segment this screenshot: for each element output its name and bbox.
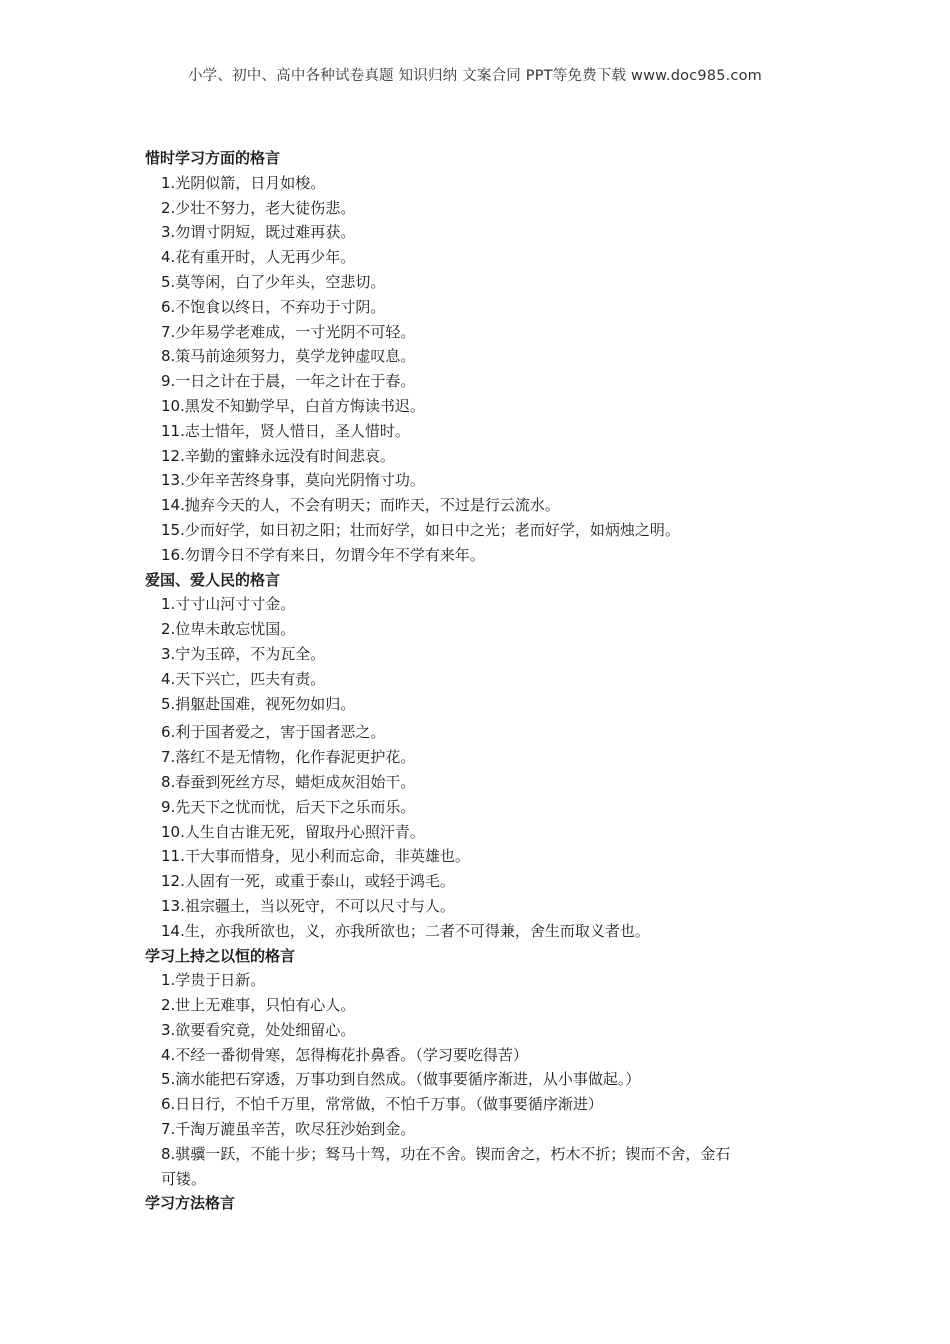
section-title: 爱国、爱人民的格言 — [145, 570, 281, 589]
list-item: 12.辛勤的蜜蜂永远没有时间悲哀。 — [161, 446, 395, 465]
list-item: 1.光阴似箭，日月如梭。 — [161, 173, 326, 192]
list-item-line: 可镂。 — [161, 1169, 207, 1188]
list-item-wrapped — [145, 1142, 815, 1192]
list-item: 3.勿谓寸阴短，既过难再获。 — [161, 223, 356, 242]
list-item: 2.少壮不努力，老大徒伤悲。 — [161, 198, 356, 217]
list-item: 7.少年易学老难成，一寸光阴不可轻。 — [161, 322, 416, 341]
list-item: 4.花有重开时，人无再少年。 — [161, 248, 356, 267]
list-item: 10.黑发不知勤学早，白首方悔读书迟。 — [161, 396, 425, 415]
list-item: 5.滴水能把石穿透，万事功到自然成。（做事要循序渐进，从小事做起。） — [161, 1070, 641, 1089]
list-item: 5.捐躯赴国难，视死勿如归。 — [161, 694, 356, 713]
section-title: 学习方法格言 — [145, 1194, 236, 1213]
list-item: 3.欲要看究竟，处处细留心。 — [161, 1020, 356, 1039]
list-item-line: 8.骐骥一跃，不能十步；驽马十驾，功在不舍。锲而舍之，朽木不折；锲而不舍，金石 — [161, 1144, 731, 1163]
list-item: 8.春蚕到死丝方尽，蜡炬成灰泪始干。 — [161, 772, 416, 791]
list-item: 9.先天下之忧而忧，后天下之乐而乐。 — [161, 797, 416, 816]
list-item: 5.莫等闲，白了少年头，空悲切。 — [161, 272, 386, 291]
page-header: 小学、初中、高中各种试卷真题 知识归纳 文案合同 PPT等免费下载 www.doc985.com — [187, 68, 763, 84]
list-item: 2.位卑未敢忘忧国。 — [161, 620, 296, 639]
list-item: 3.宁为玉碎，不为瓦全。 — [161, 644, 326, 663]
list-item: 13.祖宗疆土，当以死守，不可以尺寸与人。 — [161, 896, 455, 915]
list-item: 11.志士惜年，贤人惜日，圣人惜时。 — [161, 421, 410, 440]
list-item: 10.人生自古谁无死，留取丹心照汗青。 — [161, 822, 425, 841]
list-item: 6.不饱食以终日，不弃功于寸阴。 — [161, 297, 386, 316]
list-item: 2.世上无难事，只怕有心人。 — [161, 996, 356, 1015]
list-item: 4.不经一番彻骨寒，怎得梅花扑鼻香。（学习要吃得苦） — [161, 1045, 528, 1064]
document-body — [145, 146, 815, 1216]
list-item: 9.一日之计在于晨，一年之计在于春。 — [161, 372, 416, 391]
list-item: 6.利于国者爱之，害于国者恶之。 — [161, 723, 386, 742]
section-title: 惜时学习方面的格言 — [145, 149, 281, 167]
list-item: 1.学贵于日新。 — [161, 971, 266, 990]
list-item: 8.策马前途须努力，莫学龙钟虚叹息。 — [161, 347, 416, 366]
list-item: 7.落红不是无情物，化作春泥更护花。 — [161, 748, 416, 767]
list-item: 7.千淘万漉虽辛苦，吹尽狂沙始到金。 — [161, 1120, 416, 1139]
list-item: 1.寸寸山河寸寸金。 — [161, 595, 296, 614]
list-item: 16.勿谓今日不学有来日，勿谓今年不学有来年。 — [161, 545, 485, 564]
list-item: 15.少而好学，如日初之阳；壮而好学，如日中之光；老而好学，如炳烛之明。 — [161, 520, 680, 539]
section-title: 学习上持之以恒的格言 — [145, 946, 296, 965]
list-item: 14.抛弃今天的人，不会有明天；而昨天，不过是行云流水。 — [161, 496, 560, 515]
list-item: 12.人固有一死，或重于泰山，或轻于鸿毛。 — [161, 872, 455, 891]
list-item: 11.干大事而惜身，见小利而忘命，非英雄也。 — [161, 847, 470, 866]
list-item: 6.日日行，不怕千万里，常常做，不怕千万事。（做事要循序渐进） — [161, 1095, 603, 1114]
list-item: 13.少年辛苦终身事，莫向光阴惰寸功。 — [161, 471, 425, 490]
list-item: 4.天下兴亡，匹夫有责。 — [161, 669, 326, 688]
list-item: 14.生，亦我所欲也，义，亦我所欲也；二者不可得兼，舍生而取义者也。 — [161, 921, 650, 940]
